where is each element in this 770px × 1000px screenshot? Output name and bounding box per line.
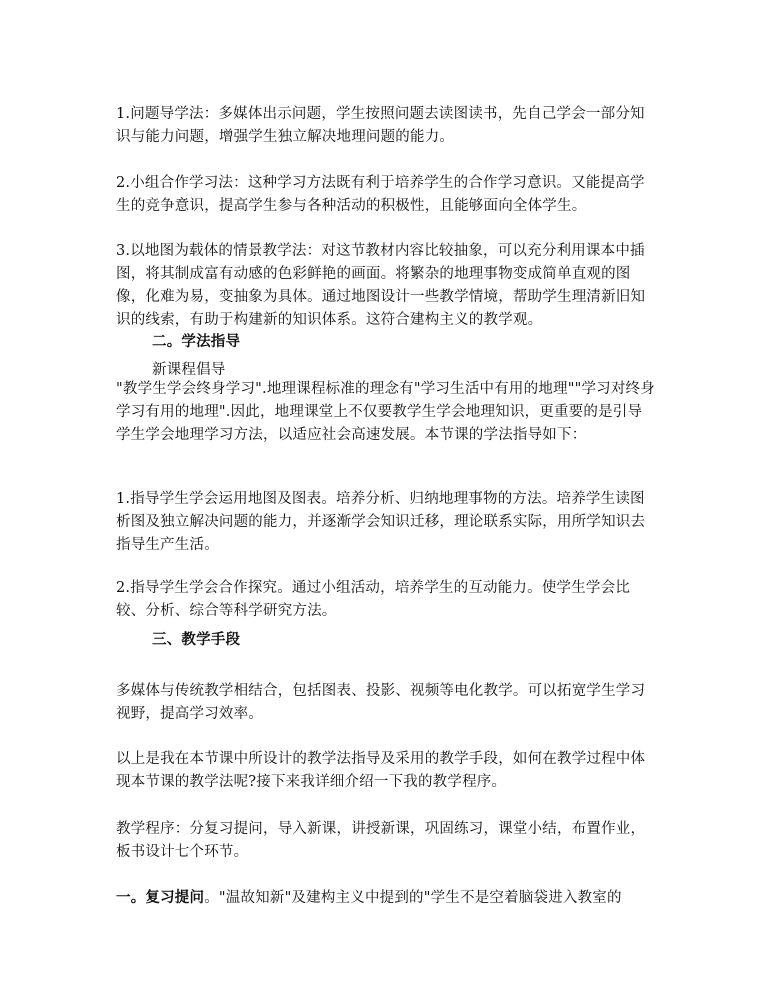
method-1-paragraph: 1.问题导学法：多媒体出示问题，学生按照问题去读图读书，先自己学会一部分知识与能力问题，增强学生独立解决地理问题的能力。 <box>116 106 645 145</box>
method-2-paragraph: 2.小组合作学习法：这种学习方法既有利于培养学生的合作学习意识。又能提高学生的竞争意识，提高学生参与各种活动的积极性，且能够面向全体学生。 <box>116 175 645 214</box>
procedure-paragraph: 教学程序：分复习提问，导入新课，讲授新课，巩固练习，课堂小结，布置作业，板书设计七个环节。 <box>116 821 646 860</box>
section-2-heading: 二。学法指导 <box>152 333 241 350</box>
teaching-means-paragraph: 多媒体与传统教学相结合，包括图表、投影、视频等电化教学。可以拓宽学生学习视野，提高学习效率。 <box>116 683 646 722</box>
method-3-paragraph: 3.以地图为载体的情景教学法：对这节教材内容比较抽象，可以充分利用课本中插图，将其制成富有动感的色彩鲜艳的画面。将繁杂的地理事物变成简单直观的图像，化难为易，变抽象为具体。通过地图设计一些教学情境，帮助学生理清新旧知识的线索，有助于构建新的知识体系。这符合建构主义的教学观。 <box>116 243 646 328</box>
guide-2-paragraph: 2.指导学生学会合作探究。通过小组活动，培养学生的互动能力。使学生学会比较、分析、综合等科学研究方法。 <box>116 580 631 619</box>
review-question-paragraph <box>116 886 656 910</box>
curriculum-line: 新课程倡导 <box>152 362 226 378</box>
review-question-heading: 一。复习提问 <box>116 889 205 906</box>
section-3-heading: 三、教学手段 <box>152 631 241 648</box>
curriculum-paragraph: "教学生学会终身学习".地理课程标准的理念有"学习生活中有用的地理""学习对终身学习有用的地理".因此，地理课堂上不仅要教学生学会地理知识，更重要的是引导学生学会地理学习方法，以适应社会高速发展。本节课的学法指导如下： <box>116 381 655 443</box>
transition-paragraph: 以上是我在本节课中所设计的教学法指导及采用的教学手段，如何在教学过程中体现本节课的教学法呢?接下来我详细介绍一下我的教学程序。 <box>116 751 646 790</box>
review-question-text: 。"温故知新"及建构主义中提到的"学生不是空着脑袋进入教室的 <box>204 890 622 906</box>
guide-1-paragraph: 1.指导学生学会运用地图及图表。培养分析、归纳地理事物的方法。培养学生读图析图及独立解决问题的能力，并逐渐学会知识迁移，理论联系实际，用所学知识去指导生产生活。 <box>116 491 646 553</box>
